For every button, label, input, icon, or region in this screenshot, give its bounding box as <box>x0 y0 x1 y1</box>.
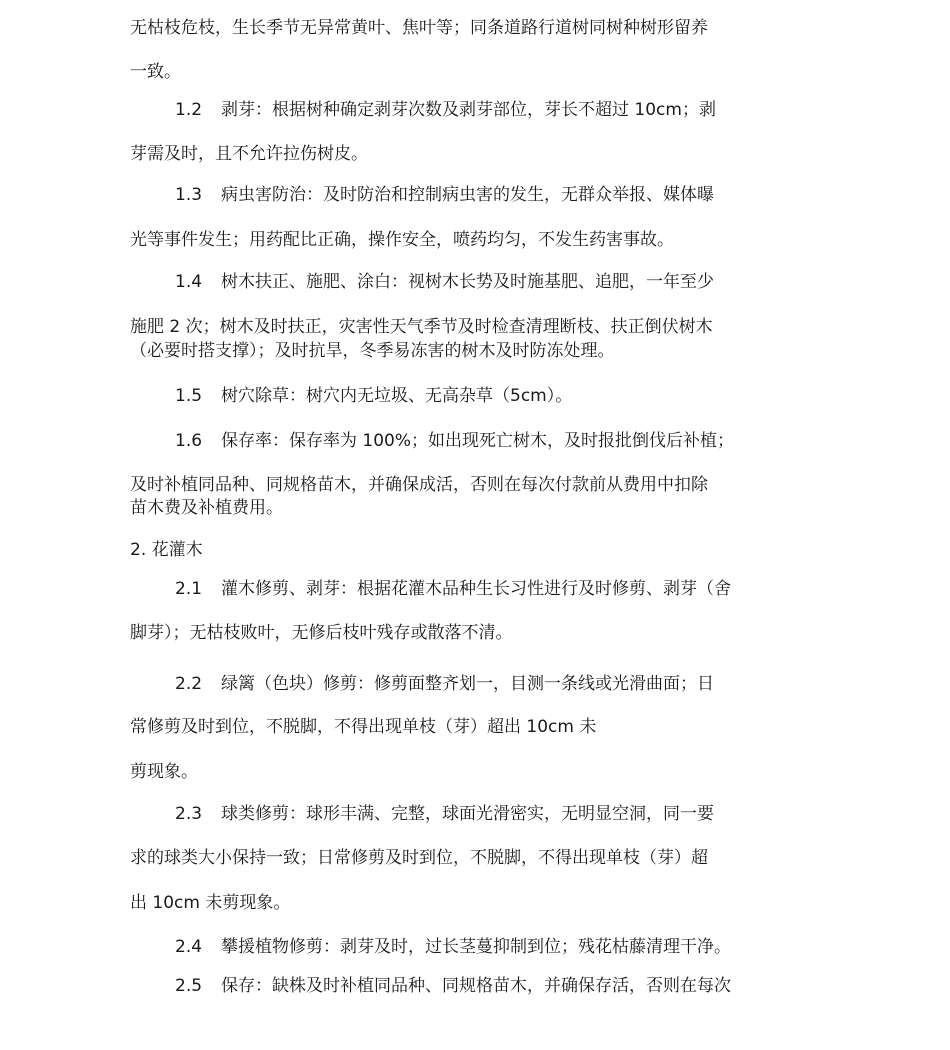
item-text: 攀援植物修剪：剥芽及时，过长茎蔓抑制到位；残花枯藤清理干净。 <box>221 937 731 957</box>
item-number: 2.2 <box>175 674 203 694</box>
item-2-2 <box>175 672 714 696</box>
item-text: 剥芽：根据树种确定剥芽次数及剥芽部位，芽长不超过 10cm；剥 <box>221 100 716 120</box>
text-line: 及时补植同品种、同规格苗木，并确保成活，否则在每次付款前从费用中扣除 <box>130 475 708 495</box>
item-text: 树穴除草：树穴内无垃圾、无高杂草（5cm）。 <box>221 386 573 406</box>
item-text: 保存率：保存率为 100%；如出现死亡树木，及时报批倒伐后补植； <box>221 431 735 451</box>
text-line: 常修剪及时到位，不脱脚，不得出现单枝（芽）超出 10cm 未 <box>130 717 597 737</box>
text-line: 出 10cm 未剪现象。 <box>130 893 291 913</box>
item-number: 2.4 <box>175 937 203 957</box>
item-text: 灌木修剪、剥芽：根据花灌木品种生长习性进行及时修剪、剥芽（舍 <box>221 579 731 599</box>
item-2-5 <box>175 974 731 998</box>
section-heading: 2. 花灌木 <box>130 540 203 560</box>
text-line: 苗木费及补植费用。 <box>130 498 283 518</box>
item-number: 2.3 <box>175 804 203 824</box>
item-1-4 <box>175 270 714 294</box>
text-line: 一致。 <box>130 62 181 82</box>
item-number: 1.4 <box>175 272 203 292</box>
item-2-1 <box>175 577 731 601</box>
text-line: 施肥 2 次；树木及时扶正，灾害性天气季节及时检查清理断枝、扶正倒伏树木 <box>130 317 713 337</box>
text-line: 剪现象。 <box>130 762 198 782</box>
text-line: 芽需及时，且不允许拉伤树皮。 <box>130 144 368 164</box>
item-text: 保存：缺株及时补植同品种、同规格苗木，并确保存活，否则在每次 <box>221 976 731 996</box>
item-text: 绿篱（色块）修剪：修剪面整齐划一，目测一条线或光滑曲面；日 <box>221 674 714 694</box>
item-number: 1.6 <box>175 431 203 451</box>
text-line: 无枯枝危枝，生长季节无异常黄叶、焦叶等；同条道路行道树同树种树形留养 <box>130 18 708 38</box>
text-line: 求的球类大小保持一致；日常修剪及时到位，不脱脚，不得出现单枝（芽）超 <box>130 848 708 868</box>
item-2-3 <box>175 802 714 826</box>
item-1-6 <box>175 429 734 453</box>
item-2-4 <box>175 935 731 959</box>
item-number: 2.1 <box>175 579 203 599</box>
item-text: 树木扶正、施肥、涂白：视树木长势及时施基肥、追肥，一年至少 <box>221 272 714 292</box>
text-line: 脚芽）；无枯枝败叶，无修后枝叶残存或散落不清。 <box>130 623 513 643</box>
item-1-5 <box>175 384 572 408</box>
item-number: 2.5 <box>175 976 203 996</box>
item-text: 球类修剪：球形丰满、完整，球面光滑密实，无明显空洞，同一要 <box>221 804 714 824</box>
text-line: （必要时搭支撑）；及时抗旱，冬季易冻害的树木及时防冻处理。 <box>130 341 615 361</box>
item-number: 1.3 <box>175 185 203 205</box>
item-number: 1.5 <box>175 386 203 406</box>
item-text: 病虫害防治：及时防治和控制病虫害的发生，无群众举报、媒体曝 <box>221 185 714 205</box>
item-1-2 <box>175 98 716 122</box>
text-line: 光等事件发生；用药配比正确，操作安全，喷药均匀，不发生药害事故。 <box>130 230 674 250</box>
item-number: 1.2 <box>175 100 203 120</box>
item-1-3 <box>175 183 714 207</box>
